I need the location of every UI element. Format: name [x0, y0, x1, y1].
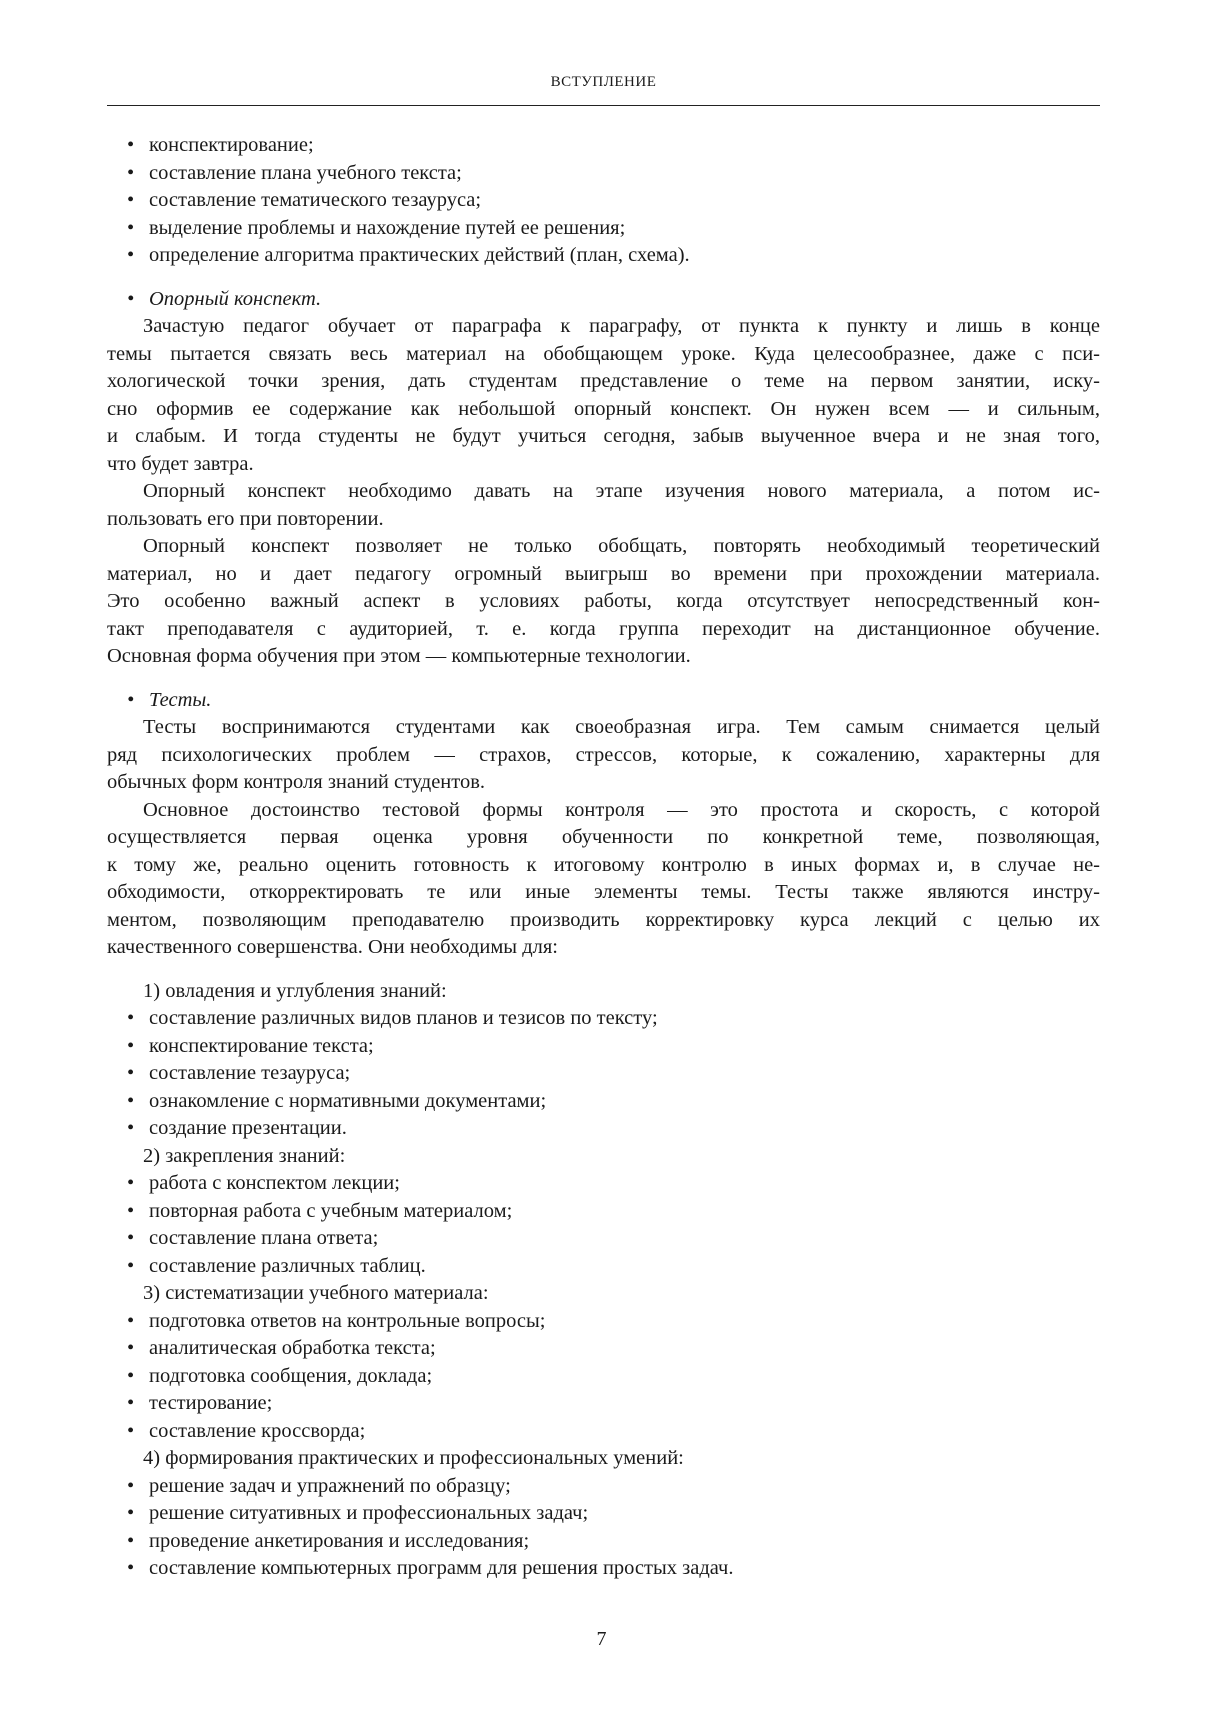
paragraph-line: Основная форма обучения при этом — компьютерные технологии. [107, 645, 691, 667]
paragraph-line: обычных форм контроля знаний студентов. [107, 771, 486, 793]
header-divider [107, 105, 1100, 106]
paragraph-line: осуществляется первая оценка уровня обученности по конкретной теме, позволяющая, [107, 826, 1100, 848]
numbered-item: 2) закрепления знаний: [143, 1144, 346, 1167]
list-item: • составление кроссворда; [107, 1418, 1100, 1446]
section-heading: • Тесты. [107, 687, 1100, 715]
list-item: • составление различных таблиц. [107, 1253, 1100, 1281]
numbered-item: 4) формирования практических и профессиональных умений: [143, 1447, 684, 1469]
list-item: • подготовка ответов на контрольные вопросы; [107, 1308, 1100, 1336]
list-item: • создание презентации. [107, 1115, 1100, 1143]
list-item: • решение задач и упражнений по образцу; [107, 1473, 1100, 1501]
list-item: • повторная работа с учебным материалом; [107, 1198, 1100, 1226]
paragraph-line: Это особенно важный аспект в условиях работы, когда отсутствует непосредственный кон- [107, 590, 1100, 612]
spacer [107, 671, 1100, 687]
list-item: • проведение анкетирования и исследования; [107, 1528, 1100, 1556]
numbered-item: 3) систематизации учебного материала: [143, 1282, 489, 1304]
paragraph-line: Опорный конспект позволяет не только обобщать, повторять необходимый теоретический [143, 535, 1100, 557]
spacer [107, 962, 1100, 978]
list-item: • составление плана ответа; [107, 1225, 1100, 1253]
paragraph-line: качественного совершенства. Они необходимы для: [107, 936, 558, 958]
paragraph-line: обходимости, откорректировать те или иные элементы темы. Тесты также являются инстру- [107, 881, 1100, 903]
paragraph-line: пользовать его при повторении. [107, 507, 384, 530]
paragraph-line: Зачастую педагог обучает от параграфа к параграфу, от пункта к пункту и лишь в конце [143, 315, 1100, 337]
paragraph-line: Опорный конспект необходимо давать на этапе изучения нового материала, а потом ис- [143, 480, 1100, 502]
list-item: • составление тематического тезауруса; [107, 187, 1100, 215]
list-item: • ознакомление с нормативными документами; [107, 1088, 1100, 1116]
paragraph-line: Основное достоинство тестовой формы контроля — это простота и скорость, с которой [143, 798, 1100, 821]
page-number: 7 [596, 1628, 607, 1650]
list-item: • решение ситуативных и профессиональных задач; [107, 1500, 1100, 1528]
paragraph-line: что будет завтра. [107, 452, 254, 475]
list-item: • конспектирование текста; [107, 1033, 1100, 1061]
running-header: ВСТУПЛЕНИЕ [550, 74, 657, 90]
paragraph-line: хологической точки зрения, дать студентам представление о теме на первом занятии, иску- [107, 370, 1100, 392]
list-item: • составление тезауруса; [107, 1060, 1100, 1088]
paragraph-line: такт преподавателя с аудиторией, т. е. когда группа переходит на дистанционное обучение. [107, 617, 1100, 640]
list-item: • подготовка сообщения, доклада; [107, 1363, 1100, 1391]
list-item: • выделение проблемы и нахождение путей ее решения; [107, 215, 1100, 243]
list-item: • составление компьютерных программ для решения простых задач. [107, 1555, 1100, 1583]
page-number-container [0, 1628, 1211, 1651]
spacer [107, 270, 1100, 286]
list-item: • конспектирование; [107, 132, 1100, 160]
paragraph-line: к тому же, реально оценить готовность к итоговому контролю в иных формах и, в случае не- [107, 853, 1100, 876]
page-body [107, 132, 1100, 1583]
paragraph-line: и слабым. И тогда студенты не будут учиться сегодня, забыв выученное вчера и не зная того, [107, 425, 1100, 447]
paragraph-line: темы пытается связать весь материал на обобщающем уроке. Куда целесообразнее, даже с пси- [107, 342, 1100, 365]
list-item: • составление плана учебного текста; [107, 160, 1100, 188]
list-item: • определение алгоритма практических действий (план, схема). [107, 242, 1100, 270]
section-heading: • Опорный конспект. [107, 286, 1100, 314]
list-item: • тестирование; [107, 1390, 1100, 1418]
list-item: • аналитическая обработка текста; [107, 1335, 1100, 1363]
numbered-item: 1) овладения и углубления знаний: [143, 979, 447, 1002]
paragraph-line: ментом, позволяющим преподавателю производить корректировку курса лекций с целью их [107, 908, 1100, 931]
paragraph-line: ряд психологических проблем — страхов, стрессов, которые, к сожалению, характерны для [107, 743, 1100, 766]
list-item: • составление различных видов планов и тезисов по тексту; [107, 1005, 1100, 1033]
paragraph-line: материал, но и дает педагогу огромный выигрыш во времени при прохождении материала. [107, 562, 1100, 585]
paragraph-line: Тесты воспринимаются студентами как своеобразная игра. Тем самым снимается целый [143, 716, 1100, 738]
list-item: • работа с конспектом лекции; [107, 1170, 1100, 1198]
paragraph-line: сно оформив ее содержание как небольшой опорный конспект. Он нужен всем — и сильным, [107, 397, 1100, 420]
